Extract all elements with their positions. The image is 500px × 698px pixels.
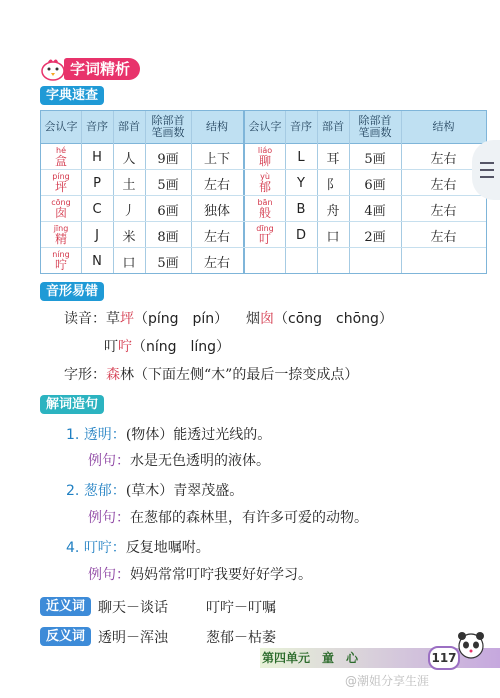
col-header-char-right: 会认字 [248, 120, 282, 133]
pinyin: hé [56, 146, 66, 155]
jiegou: 左右 [430, 151, 457, 167]
jiegou: 左右 [430, 229, 457, 245]
col-header-yinxu: 音序 [86, 120, 108, 133]
col-header-bihua: 除部首 笔画数 [151, 114, 185, 139]
bushou: 口 [122, 255, 136, 271]
word-part: 烟 [246, 311, 260, 327]
form-line [64, 364, 358, 384]
term: 葱郁： [83, 483, 126, 499]
word-part: 草 [106, 311, 120, 327]
bihua: 2画 [364, 229, 386, 245]
reading-label: 读音： [64, 311, 106, 327]
jiegou: 左右 [203, 229, 230, 245]
synonym-pair: 叮咛－叮嘱 [206, 600, 276, 616]
bihua: 6画 [157, 203, 179, 219]
bushou: 人 [122, 151, 136, 167]
yinxu: B [296, 201, 306, 217]
key-char: 森 [106, 367, 120, 383]
jiegou: 左右 [203, 255, 230, 271]
example-sentence [88, 507, 368, 527]
bushou: 阝 [326, 177, 340, 193]
reading-line-3 [104, 336, 230, 356]
yinxu: H [92, 149, 102, 165]
bihua: 8画 [157, 229, 179, 245]
bihua: 9画 [157, 151, 179, 167]
character: 郁 [258, 180, 271, 194]
synonym-pair: 聊天－谈话 [98, 600, 168, 616]
bihua: 5画 [157, 255, 179, 271]
watermark: @潮姐分享生涯 [345, 674, 430, 688]
table-row [41, 248, 243, 274]
pinyin: bān [257, 198, 273, 207]
pinyin: dīng [256, 224, 274, 233]
term: 叮咛： [83, 540, 126, 556]
explanation-item [66, 537, 210, 557]
word-part: 叮 [104, 339, 118, 355]
unit-label: 第四单元 童 心 [262, 651, 359, 665]
pinyin: jīng [53, 224, 69, 233]
example-text: 妈妈常常叮咛我要好好学习。 [130, 567, 312, 583]
character: 精 [54, 232, 67, 246]
pinyin: liáo [257, 146, 273, 155]
section-antonyms-label: 反义词 [40, 627, 91, 646]
bushou: 米 [122, 229, 136, 245]
table-row [245, 196, 486, 222]
example-label: 例句： [88, 567, 130, 583]
section-pronunciation-label: 音形易错 [40, 282, 104, 301]
form-note: 林（下面左侧“木”的最后一捺变成点） [120, 367, 359, 383]
explanation-item [66, 424, 271, 444]
meaning: (物体）能透过光线的。 [125, 427, 272, 443]
jiegou: 左右 [430, 203, 457, 219]
explanation-item [66, 480, 243, 500]
table-row [245, 144, 486, 170]
yinxu: L [297, 149, 305, 165]
jiegou: 独体 [203, 203, 230, 219]
bihua: 5画 [157, 177, 179, 193]
page-title: 字词精析 [64, 58, 140, 80]
reading-line-2 [246, 308, 393, 328]
character: 聊 [258, 154, 271, 168]
bushou: 耳 [326, 151, 340, 167]
yinxu: D [295, 227, 306, 243]
bushou: 土 [122, 177, 136, 193]
character: 盒 [54, 154, 67, 168]
character: 般 [258, 206, 271, 220]
example-text: 水是无色透明的液体。 [130, 453, 270, 469]
pinyin: níng [52, 250, 70, 259]
yinxu: J [95, 227, 99, 243]
form-label: 字形： [64, 367, 106, 383]
table-row [41, 144, 243, 170]
section-dictionary-label: 字典速查 [40, 86, 104, 105]
pinyin: yù [260, 172, 270, 181]
col-header-bihua-right: 除部首 笔画数 [358, 114, 392, 139]
bushou: 丿 [122, 203, 136, 219]
yinxu: Y [297, 175, 305, 191]
character: 咛 [54, 258, 67, 272]
col-header-bushou: 部首 [118, 120, 140, 133]
meaning: 反复地嘱咐。 [125, 540, 210, 556]
jiegou: 上下 [203, 151, 230, 167]
bihua: 5画 [364, 151, 386, 167]
item-number: 2. [66, 483, 80, 499]
panda-mascot-icon [454, 628, 488, 662]
pinyin: cōng [51, 198, 71, 207]
yinxu: N [92, 253, 102, 269]
jiegou: 左右 [203, 177, 230, 193]
page-number: 117 [428, 646, 460, 670]
bihua: 6画 [364, 177, 386, 193]
example-label: 例句： [88, 453, 130, 469]
antonym-pair: 透明－浑浊 [98, 630, 168, 646]
col-header-jiegou: 结构 [206, 120, 228, 133]
item-number: 1. [66, 427, 80, 443]
col-header-jiegou-right: 结构 [432, 120, 455, 133]
character: 叮 [258, 232, 271, 246]
dictionary-table [40, 110, 487, 274]
table-row [245, 222, 486, 248]
table-row [41, 222, 243, 248]
side-menu-tab[interactable] [472, 140, 500, 200]
term: 透明： [83, 427, 126, 443]
reading-line-1 [64, 308, 228, 328]
table-row [41, 196, 243, 222]
section-synonyms-label: 近义词 [40, 597, 91, 616]
col-header-yinxu-right: 音序 [290, 120, 312, 133]
bihua: 4画 [364, 203, 386, 219]
bushou: 口 [326, 229, 340, 245]
jiegou: 左右 [430, 177, 457, 193]
key-char: 坪 [120, 311, 134, 327]
meaning: (草木）青翠茂盛。 [125, 483, 244, 499]
col-header-char: 会认字 [44, 120, 78, 133]
example-sentence [88, 564, 312, 584]
pinyin-options: （píng pín） [134, 311, 229, 327]
key-char: 咛 [118, 339, 132, 355]
character: 坪 [54, 180, 67, 194]
pinyin-options: （cōng chōng） [274, 311, 393, 327]
item-number: 4. [66, 540, 80, 556]
example-text: 在葱郁的森林里，有许多可爱的动物。 [130, 510, 368, 526]
yinxu: P [93, 175, 101, 191]
character: 囱 [54, 206, 67, 220]
pinyin: píng [52, 172, 70, 181]
bushou: 舟 [326, 203, 340, 219]
example-label: 例句： [88, 510, 130, 526]
pinyin-options: （níng líng） [132, 339, 231, 355]
col-header-bushou-right: 部首 [322, 120, 344, 133]
yinxu: C [92, 201, 102, 217]
antonym-pair: 葱郁－枯萎 [206, 630, 276, 646]
table-row [41, 170, 243, 196]
section-explanation-label: 解词造句 [40, 395, 104, 414]
table-row [245, 170, 486, 196]
key-char: 囱 [260, 311, 274, 327]
example-sentence [88, 450, 270, 470]
